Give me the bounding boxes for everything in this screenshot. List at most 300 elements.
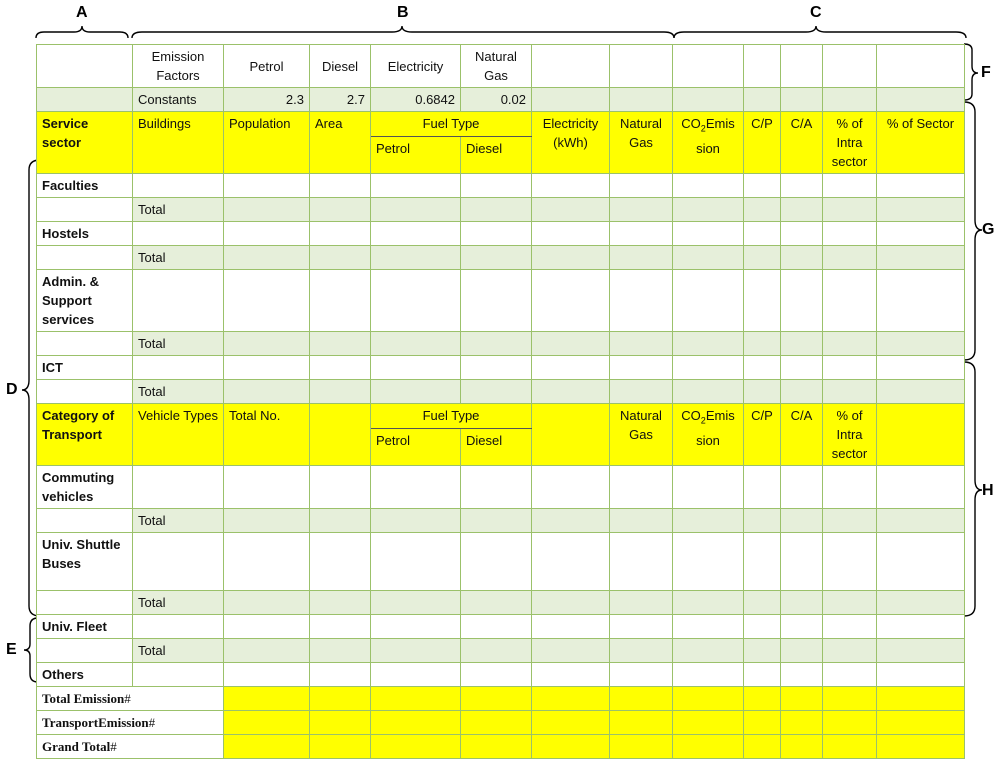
table-cell bbox=[823, 332, 877, 356]
table-cell bbox=[877, 270, 965, 332]
table-cell bbox=[224, 639, 310, 663]
table-cell bbox=[532, 615, 610, 639]
table-cell bbox=[781, 533, 823, 591]
table-cell bbox=[610, 711, 673, 735]
table-cell bbox=[610, 174, 673, 198]
table-cell bbox=[673, 45, 744, 88]
factor-natural-gas: Natural Gas bbox=[461, 45, 532, 88]
table-row bbox=[37, 356, 965, 380]
table-cell bbox=[610, 639, 673, 663]
table-cell bbox=[744, 735, 781, 759]
table-cell bbox=[744, 222, 781, 246]
table-cell bbox=[877, 174, 965, 198]
table-cell bbox=[673, 591, 744, 615]
table-cell bbox=[532, 88, 610, 112]
table-cell bbox=[37, 509, 133, 533]
table-cell bbox=[310, 222, 371, 246]
factor-electricity: Electricity bbox=[371, 45, 461, 88]
table-cell bbox=[310, 735, 371, 759]
table-cell bbox=[610, 466, 673, 509]
transport-emission-label: TransportEmission# bbox=[37, 711, 224, 735]
table-cell bbox=[877, 735, 965, 759]
table-cell bbox=[610, 615, 673, 639]
table-cell bbox=[224, 222, 310, 246]
brace-a bbox=[36, 26, 128, 38]
table-cell bbox=[310, 639, 371, 663]
table-cell bbox=[877, 663, 965, 687]
label-e: E bbox=[6, 641, 17, 658]
table-cell bbox=[744, 591, 781, 615]
table-cell bbox=[610, 533, 673, 591]
table-cell bbox=[133, 356, 224, 380]
table-cell bbox=[823, 222, 877, 246]
table-cell bbox=[823, 639, 877, 663]
table-cell bbox=[224, 356, 310, 380]
table-cell bbox=[310, 404, 371, 466]
table-cell bbox=[371, 380, 461, 404]
table-cell bbox=[37, 246, 133, 270]
table-cell bbox=[744, 509, 781, 533]
table-cell bbox=[781, 356, 823, 380]
table-cell bbox=[781, 687, 823, 711]
table-cell bbox=[744, 174, 781, 198]
table-cell bbox=[610, 356, 673, 380]
table-cell bbox=[133, 663, 224, 687]
table-cell bbox=[310, 380, 371, 404]
co2-emission-heading: $CO_2Emis$ sion bbox=[673, 404, 744, 466]
table-cell bbox=[532, 663, 610, 687]
table-cell bbox=[610, 380, 673, 404]
total-emission-row bbox=[37, 687, 965, 711]
brace-f bbox=[964, 44, 978, 100]
table-cell bbox=[610, 246, 673, 270]
table-cell bbox=[610, 735, 673, 759]
table-cell bbox=[532, 45, 610, 88]
table-cell bbox=[823, 198, 877, 222]
table-row bbox=[37, 615, 965, 639]
total-no-heading: Total No. bbox=[224, 404, 310, 466]
table-cell bbox=[310, 615, 371, 639]
table-cell bbox=[877, 88, 965, 112]
emission-table bbox=[36, 44, 965, 759]
table-cell bbox=[310, 332, 371, 356]
constants-label: Constants bbox=[133, 88, 224, 112]
table-cell bbox=[823, 509, 877, 533]
table-cell bbox=[877, 332, 965, 356]
table-cell bbox=[371, 466, 461, 509]
total-label: Total bbox=[133, 639, 224, 663]
table-cell bbox=[673, 639, 744, 663]
table-cell bbox=[532, 735, 610, 759]
total-label: Total bbox=[133, 332, 224, 356]
table-cell bbox=[461, 533, 532, 591]
table-cell bbox=[371, 639, 461, 663]
table-cell bbox=[744, 356, 781, 380]
table-cell bbox=[133, 174, 224, 198]
table-cell bbox=[371, 687, 461, 711]
table-cell bbox=[133, 615, 224, 639]
table-cell bbox=[673, 380, 744, 404]
table-cell bbox=[224, 509, 310, 533]
table-cell bbox=[461, 735, 532, 759]
total-label: Total bbox=[133, 380, 224, 404]
table-cell bbox=[823, 591, 877, 615]
table-cell bbox=[744, 711, 781, 735]
table-cell bbox=[673, 663, 744, 687]
table-cell bbox=[781, 198, 823, 222]
table-cell bbox=[744, 687, 781, 711]
table-cell bbox=[37, 639, 133, 663]
table-cell bbox=[781, 45, 823, 88]
table-cell bbox=[37, 332, 133, 356]
constant-natural-gas: 0.02 bbox=[461, 88, 532, 112]
table-cell bbox=[371, 270, 461, 332]
table-cell bbox=[673, 356, 744, 380]
table-cell bbox=[224, 591, 310, 615]
table-cell bbox=[461, 270, 532, 332]
table-cell bbox=[310, 711, 371, 735]
table-cell bbox=[823, 174, 877, 198]
table-cell bbox=[673, 509, 744, 533]
table-cell bbox=[744, 639, 781, 663]
table-cell bbox=[461, 509, 532, 533]
table-cell bbox=[532, 198, 610, 222]
table-cell bbox=[224, 380, 310, 404]
table-cell bbox=[823, 246, 877, 270]
table-row bbox=[37, 222, 965, 246]
table-cell bbox=[781, 663, 823, 687]
table-cell bbox=[823, 615, 877, 639]
table-cell bbox=[823, 356, 877, 380]
natural-gas-heading: Natural Gas bbox=[610, 112, 673, 174]
table-cell bbox=[461, 615, 532, 639]
table-cell bbox=[371, 663, 461, 687]
co2-emission-heading: $CO_2Emis$ sion bbox=[673, 112, 744, 174]
table-cell bbox=[877, 198, 965, 222]
total-row bbox=[37, 639, 965, 663]
buildings-heading: Buildings bbox=[133, 112, 224, 174]
table-cell bbox=[781, 222, 823, 246]
label-f: F bbox=[981, 64, 991, 81]
table-cell bbox=[610, 332, 673, 356]
total-row bbox=[37, 332, 965, 356]
table-cell bbox=[532, 246, 610, 270]
table-cell bbox=[224, 615, 310, 639]
table-cell bbox=[744, 198, 781, 222]
table-row bbox=[37, 270, 965, 332]
table-cell bbox=[133, 533, 224, 591]
table-cell bbox=[877, 591, 965, 615]
table-cell bbox=[744, 533, 781, 591]
table-cell bbox=[781, 380, 823, 404]
category-transport-heading: Category of Transport bbox=[37, 404, 133, 466]
table-cell bbox=[610, 509, 673, 533]
table-cell bbox=[877, 615, 965, 639]
table-cell bbox=[877, 356, 965, 380]
population-heading: Population bbox=[224, 112, 310, 174]
label-g: G bbox=[982, 221, 995, 238]
total-emission-label: Total Emission# bbox=[37, 687, 224, 711]
table-row bbox=[37, 466, 965, 509]
table-cell bbox=[877, 711, 965, 735]
fuel-type-heading: Fuel Type bbox=[371, 112, 532, 137]
table-cell bbox=[224, 332, 310, 356]
grand-total-row bbox=[37, 735, 965, 759]
table-cell bbox=[532, 509, 610, 533]
table-cell bbox=[532, 380, 610, 404]
table-cell bbox=[877, 533, 965, 591]
table-cell bbox=[781, 615, 823, 639]
table-cell bbox=[877, 687, 965, 711]
table-cell bbox=[823, 711, 877, 735]
row-label: Faculties bbox=[37, 174, 133, 198]
cp-heading: C/P bbox=[744, 404, 781, 466]
table-cell bbox=[37, 45, 133, 88]
table-cell bbox=[744, 663, 781, 687]
total-label: Total bbox=[133, 246, 224, 270]
table-cell bbox=[461, 222, 532, 246]
row-label: Commuting vehicles bbox=[37, 466, 133, 509]
table-cell bbox=[310, 687, 371, 711]
table-cell bbox=[461, 246, 532, 270]
constant-electricity: 0.6842 bbox=[371, 88, 461, 112]
table-cell bbox=[744, 246, 781, 270]
table-cell bbox=[877, 466, 965, 509]
row-label: Hostels bbox=[37, 222, 133, 246]
total-row bbox=[37, 380, 965, 404]
table-cell bbox=[673, 88, 744, 112]
table-cell bbox=[532, 332, 610, 356]
table-cell bbox=[371, 174, 461, 198]
table-cell bbox=[744, 45, 781, 88]
table-cell bbox=[37, 380, 133, 404]
table-cell bbox=[744, 380, 781, 404]
label-d: D bbox=[6, 381, 18, 398]
grand-total-label: Grand Total# bbox=[37, 735, 224, 759]
brace-c bbox=[674, 26, 966, 38]
constants-row bbox=[37, 88, 965, 112]
table-cell bbox=[371, 356, 461, 380]
table-cell bbox=[224, 466, 310, 509]
table-cell bbox=[310, 533, 371, 591]
table-cell bbox=[532, 533, 610, 591]
table-cell bbox=[673, 466, 744, 509]
emission-factors-label: Emission Factors bbox=[133, 45, 224, 88]
table-cell bbox=[744, 332, 781, 356]
table-cell bbox=[877, 222, 965, 246]
table-cell bbox=[744, 88, 781, 112]
table-cell bbox=[310, 246, 371, 270]
petrol-subheading: Petrol bbox=[371, 136, 461, 173]
table-cell bbox=[610, 198, 673, 222]
table-cell bbox=[371, 332, 461, 356]
table-cell bbox=[532, 270, 610, 332]
table-cell bbox=[371, 222, 461, 246]
table-cell bbox=[133, 222, 224, 246]
table-cell bbox=[461, 198, 532, 222]
table-cell bbox=[310, 270, 371, 332]
table-cell bbox=[532, 639, 610, 663]
table-cell bbox=[610, 222, 673, 246]
row-label: Others bbox=[37, 663, 133, 687]
diesel-subheading: Diesel bbox=[461, 428, 532, 465]
intra-sector-heading: % of Intra sector bbox=[823, 404, 877, 466]
table-cell bbox=[461, 380, 532, 404]
diesel-subheading: Diesel bbox=[461, 136, 532, 173]
constant-diesel: 2.7 bbox=[310, 88, 371, 112]
table-cell bbox=[610, 663, 673, 687]
table-cell bbox=[224, 198, 310, 222]
table-cell bbox=[610, 591, 673, 615]
table-cell bbox=[744, 615, 781, 639]
table-cell bbox=[673, 332, 744, 356]
ca-heading: C/A bbox=[781, 112, 823, 174]
table-cell bbox=[461, 591, 532, 615]
table-cell bbox=[461, 711, 532, 735]
table-cell bbox=[823, 45, 877, 88]
table-cell bbox=[310, 509, 371, 533]
table-cell bbox=[310, 591, 371, 615]
table-cell bbox=[371, 591, 461, 615]
table-cell bbox=[673, 246, 744, 270]
factor-diesel: Diesel bbox=[310, 45, 371, 88]
table-cell bbox=[532, 222, 610, 246]
label-b: B bbox=[397, 4, 409, 21]
table-cell bbox=[610, 270, 673, 332]
table-cell bbox=[532, 711, 610, 735]
table-cell bbox=[781, 735, 823, 759]
table-cell bbox=[823, 687, 877, 711]
ca-heading: C/A bbox=[781, 404, 823, 466]
intra-sector-heading: % of Intra sector bbox=[823, 112, 877, 174]
table-cell bbox=[310, 174, 371, 198]
table-cell bbox=[877, 639, 965, 663]
table-cell bbox=[610, 45, 673, 88]
total-row bbox=[37, 591, 965, 615]
table-cell bbox=[744, 270, 781, 332]
table-row bbox=[37, 174, 965, 198]
label-a: A bbox=[76, 4, 88, 21]
table-cell bbox=[224, 174, 310, 198]
table-cell bbox=[224, 687, 310, 711]
emission-factors-row bbox=[37, 45, 965, 88]
transport-header-row bbox=[37, 404, 965, 429]
table-row bbox=[37, 663, 965, 687]
table-cell bbox=[37, 591, 133, 615]
table-cell bbox=[610, 687, 673, 711]
area-heading: Area bbox=[310, 112, 371, 174]
table-cell bbox=[781, 270, 823, 332]
table-cell bbox=[673, 174, 744, 198]
table-cell bbox=[310, 198, 371, 222]
table-cell bbox=[461, 466, 532, 509]
total-row bbox=[37, 509, 965, 533]
table-cell bbox=[823, 663, 877, 687]
row-label: Admin. & Support services bbox=[37, 270, 133, 332]
table-cell bbox=[371, 615, 461, 639]
fuel-type-heading: Fuel Type bbox=[371, 404, 532, 429]
cp-heading: C/P bbox=[744, 112, 781, 174]
table-cell bbox=[371, 509, 461, 533]
table-cell bbox=[371, 711, 461, 735]
total-label: Total bbox=[133, 591, 224, 615]
table-cell bbox=[673, 615, 744, 639]
label-h: H bbox=[982, 482, 994, 499]
table-cell bbox=[133, 466, 224, 509]
table-cell bbox=[823, 88, 877, 112]
table-cell bbox=[371, 735, 461, 759]
electricity-heading: Electricity (kWh) bbox=[532, 112, 610, 174]
table-cell bbox=[37, 88, 133, 112]
table-cell bbox=[532, 356, 610, 380]
total-label: Total bbox=[133, 198, 224, 222]
table-cell bbox=[310, 466, 371, 509]
table-cell bbox=[461, 356, 532, 380]
table-cell bbox=[673, 735, 744, 759]
service-header-row bbox=[37, 112, 965, 137]
table-cell bbox=[37, 198, 133, 222]
table-cell bbox=[133, 270, 224, 332]
table-cell bbox=[310, 356, 371, 380]
table-cell bbox=[781, 88, 823, 112]
table-cell bbox=[224, 533, 310, 591]
table-cell bbox=[823, 735, 877, 759]
table-cell bbox=[532, 466, 610, 509]
table-cell bbox=[371, 246, 461, 270]
table-cell bbox=[224, 246, 310, 270]
table-cell bbox=[781, 332, 823, 356]
table-cell bbox=[224, 270, 310, 332]
table-cell bbox=[823, 380, 877, 404]
natural-gas-heading: Natural Gas bbox=[610, 404, 673, 466]
table-cell bbox=[877, 380, 965, 404]
table-cell bbox=[781, 246, 823, 270]
table-cell bbox=[461, 663, 532, 687]
table-cell bbox=[673, 270, 744, 332]
table-cell bbox=[610, 88, 673, 112]
table-cell bbox=[877, 246, 965, 270]
table-cell bbox=[744, 466, 781, 509]
table-cell bbox=[224, 711, 310, 735]
table-cell bbox=[877, 45, 965, 88]
table-cell bbox=[371, 198, 461, 222]
table-cell bbox=[224, 735, 310, 759]
table-cell bbox=[461, 174, 532, 198]
table-cell bbox=[673, 687, 744, 711]
table-cell bbox=[877, 509, 965, 533]
row-label: ICT bbox=[37, 356, 133, 380]
table-cell bbox=[781, 509, 823, 533]
total-row bbox=[37, 246, 965, 270]
brace-h bbox=[964, 362, 982, 616]
table-cell bbox=[673, 198, 744, 222]
brace-g bbox=[964, 102, 982, 360]
total-row bbox=[37, 198, 965, 222]
brace-b bbox=[132, 26, 674, 38]
table-cell bbox=[532, 687, 610, 711]
vehicle-types-heading: Vehicle Types bbox=[133, 404, 224, 466]
table-cell bbox=[673, 711, 744, 735]
row-label: Univ. Shuttle Buses bbox=[37, 533, 133, 591]
table-cell bbox=[781, 711, 823, 735]
table-cell bbox=[532, 404, 610, 466]
table-cell bbox=[532, 174, 610, 198]
table-cell bbox=[781, 591, 823, 615]
table-cell bbox=[823, 270, 877, 332]
table-row bbox=[37, 533, 965, 591]
table-cell bbox=[781, 174, 823, 198]
label-c: C bbox=[810, 4, 822, 21]
